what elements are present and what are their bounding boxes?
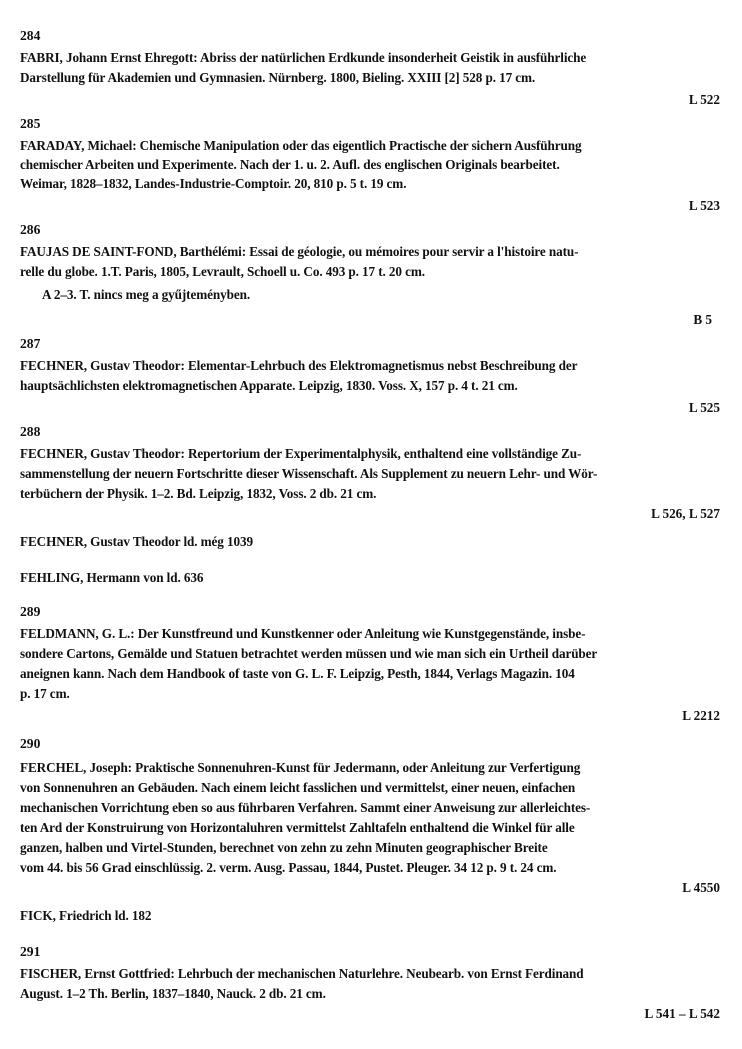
entry-line: Darstellung für Akademien und Gymnasien. Nürnberg. 1800, Bieling. XXIII [2] 528 p. 17 cm.: [20, 70, 536, 85]
call-number: L 541 – L 542: [644, 1006, 720, 1021]
entry-number: 284: [20, 28, 41, 43]
cross-reference: FECHNER, Gustav Theodor ld. még 1039: [20, 534, 253, 549]
entry-number: 288: [20, 424, 41, 439]
call-number: L 523: [688, 198, 720, 213]
entry-line: vom 44. bis 56 Grad einschlüssig. 2. verm. Ausg. Passau, 1844, Pustet. Pleuger. 34 12 p. 9 t. 24 cm.: [20, 860, 557, 875]
entry-line: FARADAY, Michael: Chemische Manipulation oder das eigentlich Practische der sichern Ausführung: [20, 138, 582, 153]
entry-line: von Sonnenuhren an Gebäuden. Nach einem leicht fasslichen und vermittelst, einer neuen, einfachen: [20, 780, 576, 795]
entry-line: FISCHER, Ernst Gottfried: Lehrbuch der mechanischen Naturlehre. Neubearb. von Ernst Ferdinand: [20, 966, 584, 981]
entry-line: p. 17 cm.: [20, 686, 70, 701]
cross-reference: FICK, Friedrich ld. 182: [20, 908, 152, 923]
entry-line: mechanischen Vorrichtung eben so aus führbaren Verfahren. Sammt einer Anweisung zur allerleichtes-: [20, 800, 591, 815]
entry-line: FABRI, Johann Ernst Ehregott: Abriss der natürlichen Erdkunde insonderheit Geistik in ausführliche: [20, 50, 587, 65]
entry-line: terbüchern der Physik. 1–2. Bd. Leipzig, 1832, Voss. 2 db. 21 cm.: [20, 486, 377, 501]
entry-line: aneignen kann. Nach dem Handbook of taste von G. L. F. Leipzig, Pesth, 1844, Verlags Magazin. 104: [20, 666, 575, 681]
entry-line: hauptsächlichsten elektromagnetischen Apparate. Leipzig, 1830. Voss. X, 157 p. 4 t. 21 cm.: [20, 378, 518, 393]
entry-line: FECHNER, Gustav Theodor: Elementar-Lehrbuch des Elektromagnetismus nebst Beschreibung der: [20, 358, 578, 373]
entry-line: relle du globe. 1.T. Paris, 1805, Levrault, Schoell u. Co. 493 p. 17 t. 20 cm.: [20, 264, 425, 279]
call-number: L 526, L 527: [651, 506, 720, 521]
call-number: L 4550: [682, 880, 720, 895]
entry-note: A 2–3. T. nincs meg a gyűjteményben.: [42, 287, 251, 302]
entry-line: sammenstellung der neuern Fortschritte dieser Wissenschaft. Als Supplement zu neuern Lehr- und Wör-: [20, 466, 598, 481]
entry-number: 290: [20, 736, 41, 751]
cross-reference: FEHLING, Hermann von ld. 636: [20, 570, 204, 585]
entry-line: FELDMANN, G. L.: Der Kunstfreund und Kunstkenner oder Anleitung wie Kunstgegenstände, insbe-: [20, 626, 586, 641]
entry-line: Weimar, 1828–1832, Landes-Industrie-Comptoir. 20, 810 p. 5 t. 19 cm.: [20, 176, 407, 191]
entry-line: ganzen, halben und Virtel-Stunden, berechnet von zehn zu zehn Minuten geographischer Breite: [20, 840, 548, 855]
entry-number: 286: [20, 222, 41, 237]
entry-number: 287: [20, 336, 41, 351]
entry-number: 291: [20, 944, 41, 959]
call-number: L 522: [688, 92, 720, 107]
entry-line: ten Ard der Konstruirung von Horizontaluhren vermittelst Zahltafeln enthaltend die Winkel für alle: [20, 820, 575, 835]
call-number: L 525: [688, 400, 720, 415]
entry-line: FERCHEL, Joseph: Praktische Sonnenuhren-Kunst für Jedermann, oder Anleitung zur Verfertigung: [20, 760, 581, 775]
call-number: B 5: [693, 312, 712, 327]
entry-line: FECHNER, Gustav Theodor: Repertorium der Experimentalphysik, enthaltend eine vollständige Zu-: [20, 446, 582, 461]
entry-number: 285: [20, 116, 41, 131]
entry-line: chemischer Arbeiten und Experimente. Nach der 1. u. 2. Aufl. des englischen Originals bearbeitet.: [20, 157, 560, 172]
entry-line: August. 1–2 Th. Berlin, 1837–1840, Nauck. 2 db. 21 cm.: [20, 986, 326, 1001]
call-number: L 2212: [682, 708, 720, 723]
entry-line: sondere Cartons, Gemälde und Statuen betrachtet werden müssen und wie man sich ein Urtheil darüber: [20, 646, 598, 661]
entry-line: FAUJAS DE SAINT-FOND, Barthélémi: Essai de géologie, ou mémoires pour servir a l'histoire natu-: [20, 244, 579, 259]
entry-number: 289: [20, 604, 41, 619]
